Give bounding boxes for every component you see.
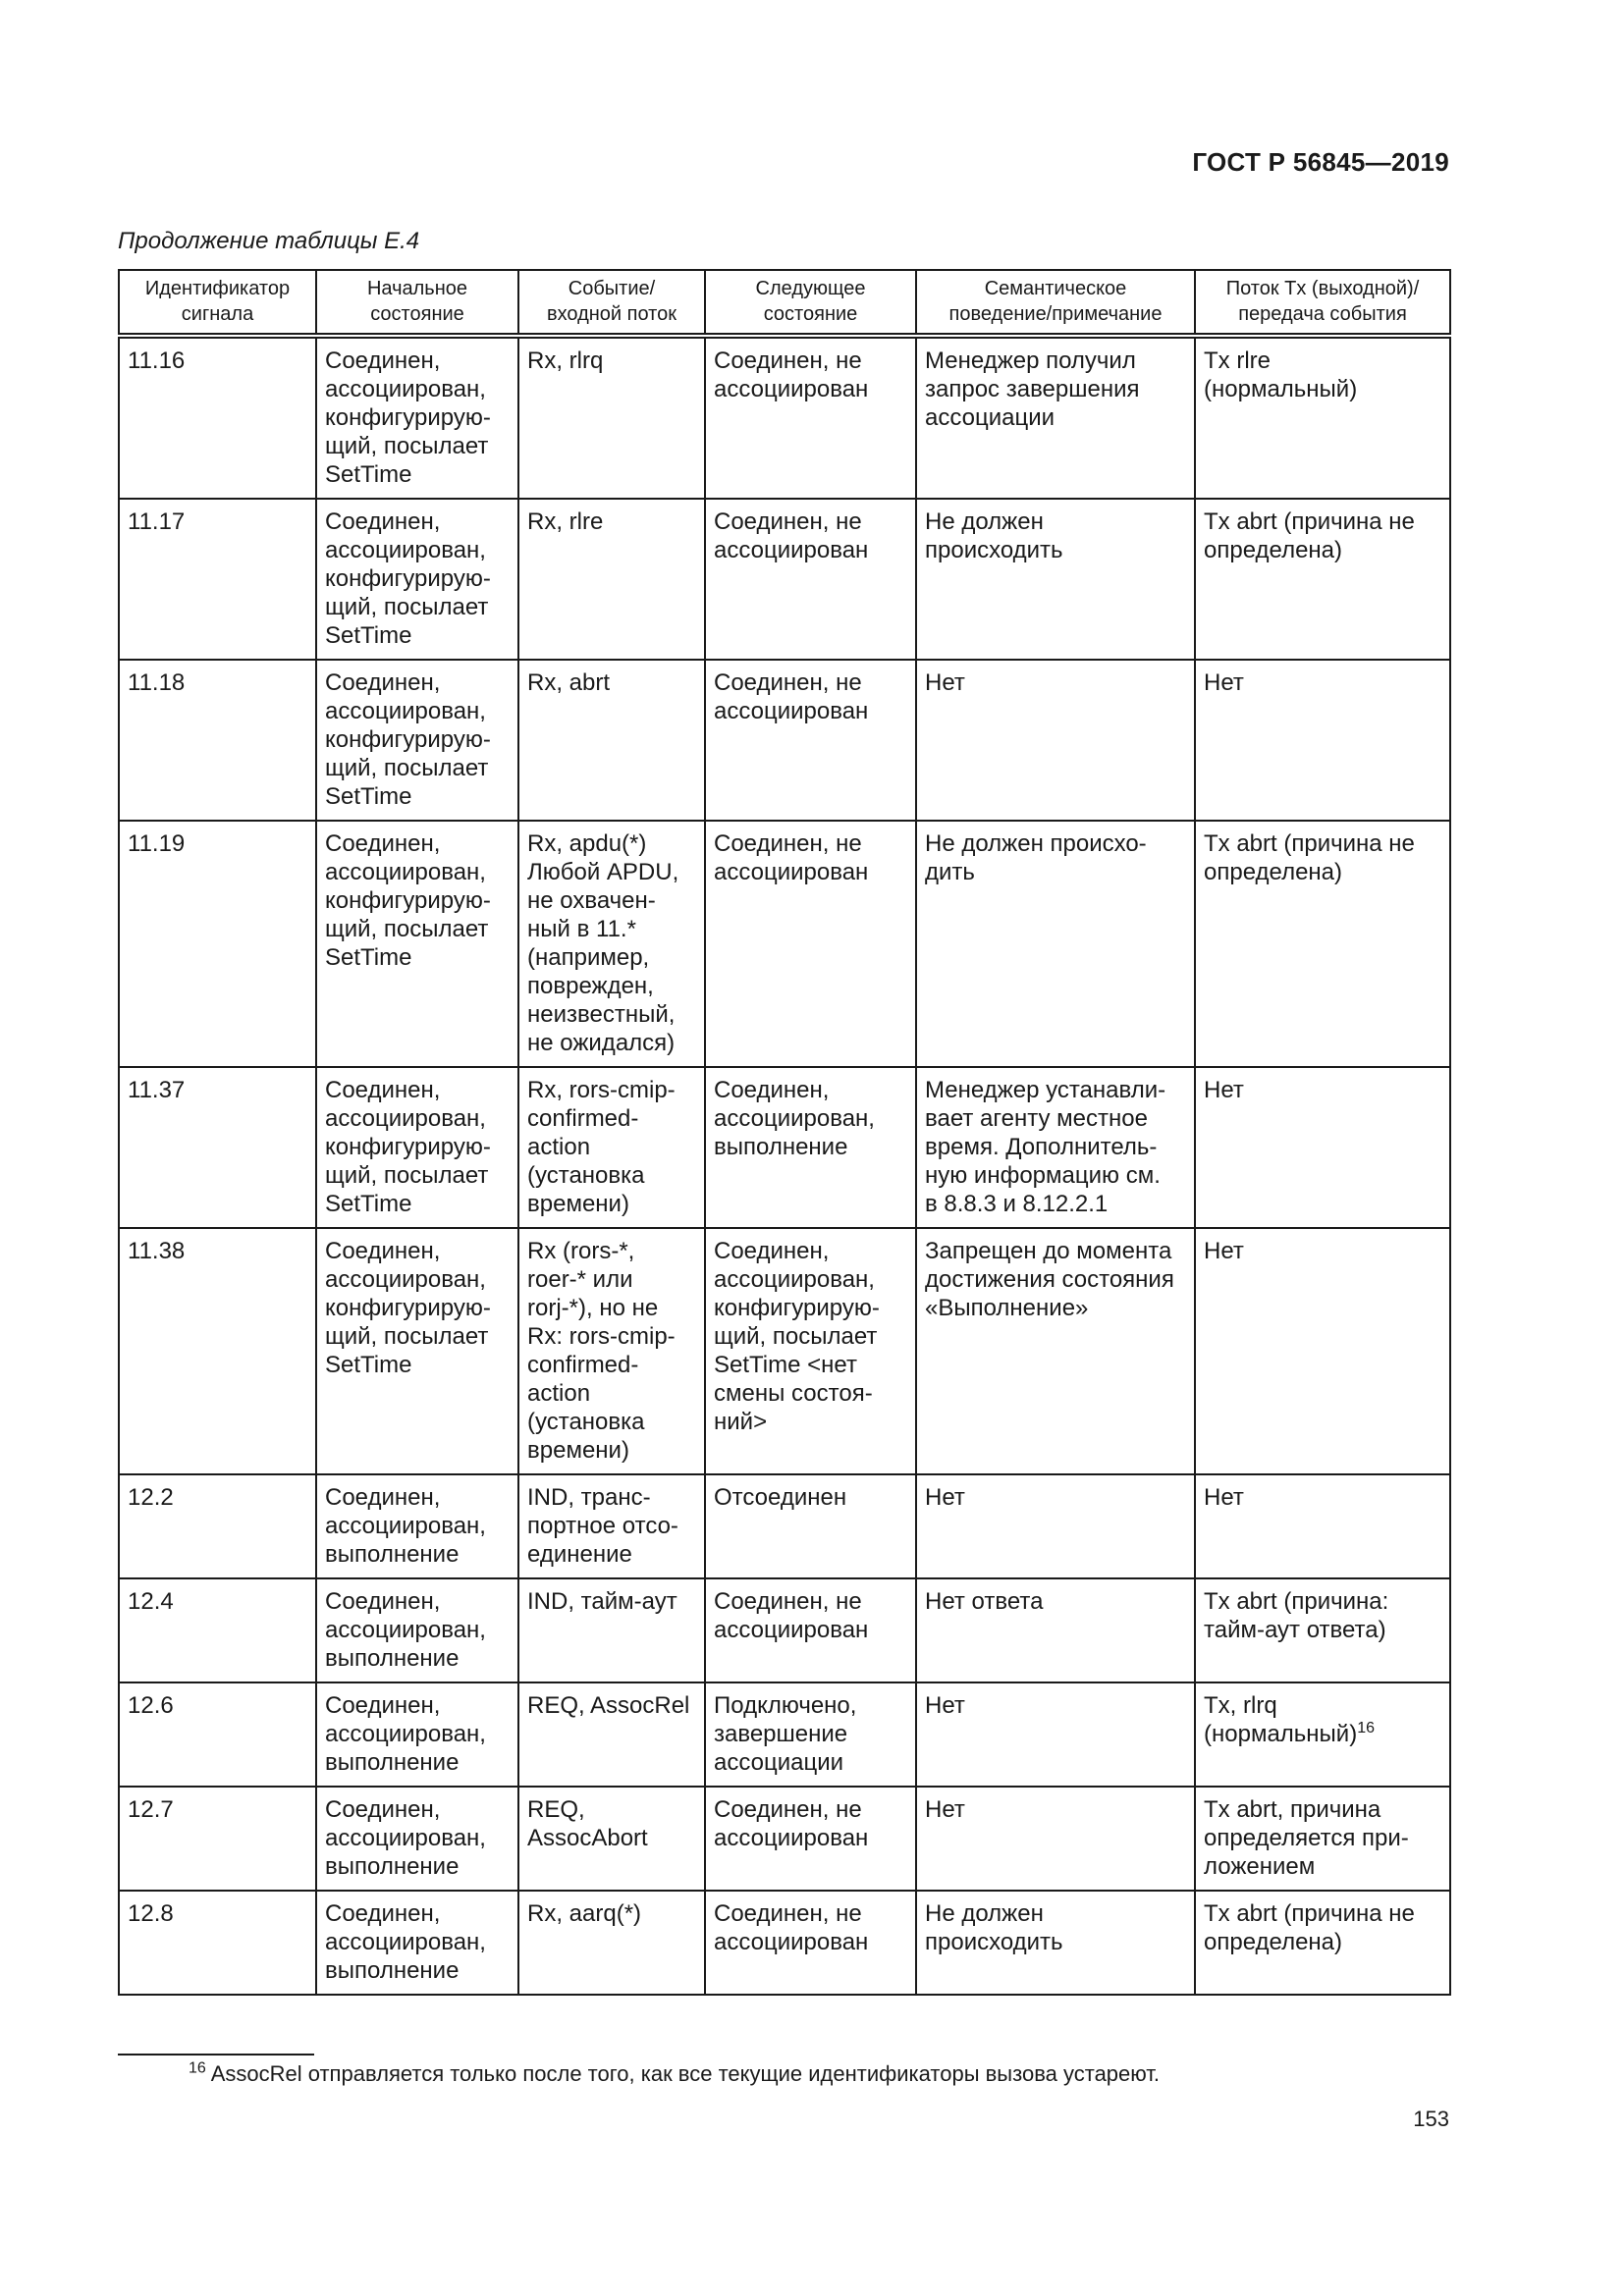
cell-signal-id	[119, 660, 316, 821]
cell-next-state	[705, 660, 916, 821]
cell-next-state-text: Соединен, не ассоциирован	[714, 830, 869, 885]
cell-tx-content	[1204, 1076, 1441, 1104]
cell-signal-id	[119, 1474, 316, 1578]
table-row	[119, 336, 1450, 499]
cell-initial-state	[316, 1578, 518, 1682]
table-row	[119, 1228, 1450, 1474]
cell-next-state	[705, 1787, 916, 1891]
cell-next-state-text: Соединен, ассоциирован, конфигурирую- щий, посылает SetTime <нет смены состоя- ний>	[714, 1238, 880, 1435]
cell-initial-state	[316, 1891, 518, 1995]
cell-signal-id-text: 12.8	[128, 1900, 174, 1927]
cell-semantics-text: Запрещен до момента достижения состояния «Выполнение»	[925, 1238, 1174, 1321]
cell-initial-state-text: Соединен, ассоциирован, выполнение	[325, 1796, 486, 1880]
cell-initial-state-text: Соединен, ассоциирован, конфигурирую- щий, посылает SetTime	[325, 508, 491, 649]
cell-tx-content	[1204, 347, 1441, 403]
cell-event	[518, 1578, 705, 1682]
cell-semantics	[916, 660, 1195, 821]
cell-initial-state-text: Соединен, ассоциирован, выполнение	[325, 1900, 486, 1984]
footnote	[189, 2061, 1160, 2087]
column-header-tx: Поток Tx (выходной)/ передача события	[1195, 270, 1450, 336]
cell-next-state-text: Подключено, завершение ассоциации	[714, 1692, 857, 1776]
cell-next-state	[705, 1228, 916, 1474]
cell-signal-id	[119, 821, 316, 1067]
cell-signal-id	[119, 1787, 316, 1891]
cell-semantics	[916, 1578, 1195, 1682]
cell-tx	[1195, 1067, 1450, 1228]
table-row	[119, 1682, 1450, 1787]
cell-tx	[1195, 1891, 1450, 1995]
cell-tx	[1195, 499, 1450, 660]
cell-tx-text: Tx abrt, причина определяется при- ложением	[1204, 1796, 1409, 1880]
cell-initial-state-text: Соединен, ассоциирован, конфигурирую- щий, посылает SetTime	[325, 347, 491, 488]
cell-signal-id	[119, 1067, 316, 1228]
cell-initial-state	[316, 1682, 518, 1787]
cell-signal-id	[119, 1891, 316, 1995]
cell-next-state-text: Соединен, не ассоциирован	[714, 1796, 869, 1851]
cell-tx-content	[1204, 1691, 1441, 1748]
cell-tx	[1195, 1228, 1450, 1474]
cell-tx-text: Нет	[1204, 1077, 1244, 1103]
cell-tx-text: Нет	[1204, 1238, 1244, 1264]
cell-event	[518, 1787, 705, 1891]
cell-next-state	[705, 1682, 916, 1787]
cell-signal-id-text: 11.17	[128, 508, 186, 535]
cell-tx-text: Tx, rlrq (нормальный)	[1204, 1692, 1358, 1747]
cell-tx-text: Нет	[1204, 669, 1244, 696]
cell-event	[518, 1682, 705, 1787]
cell-event-text: Rx, rlre	[527, 508, 604, 535]
cell-signal-id-text: 12.6	[128, 1692, 174, 1719]
cell-semantics-text: Не должен происходить	[925, 1900, 1063, 1955]
cell-signal-id	[119, 336, 316, 499]
cell-next-state	[705, 499, 916, 660]
table-row	[119, 1578, 1450, 1682]
cell-next-state-text: Соединен, не ассоциирован	[714, 1588, 869, 1643]
cell-tx-content	[1204, 1237, 1441, 1265]
cell-tx-content	[1204, 1483, 1441, 1512]
cell-next-state-text: Соединен, не ассоциирован	[714, 1900, 869, 1955]
cell-signal-id-text: 12.4	[128, 1588, 174, 1615]
page-number: 153	[1413, 2107, 1449, 2131]
table-row	[119, 1474, 1450, 1578]
cell-tx	[1195, 821, 1450, 1067]
footnote-mark: 16	[189, 2059, 206, 2077]
cell-initial-state-text: Соединен, ассоциирован, выполнение	[325, 1692, 486, 1776]
cell-signal-id-text: 12.7	[128, 1796, 174, 1823]
cell-initial-state	[316, 1067, 518, 1228]
cell-semantics	[916, 336, 1195, 499]
cell-next-state-text: Соединен, не ассоциирован	[714, 347, 869, 402]
cell-tx-content	[1204, 1899, 1441, 1956]
footnote-reference: 16	[1357, 1720, 1375, 1736]
cell-event	[518, 821, 705, 1067]
cell-semantics	[916, 499, 1195, 660]
cell-next-state	[705, 1891, 916, 1995]
column-header-semantics: Семантическое поведение/примечание	[916, 270, 1195, 336]
cell-initial-state	[316, 821, 518, 1067]
cell-event	[518, 1067, 705, 1228]
column-header-next-state: Следующее состояние	[705, 270, 916, 336]
cell-signal-id	[119, 499, 316, 660]
cell-next-state	[705, 1474, 916, 1578]
cell-tx	[1195, 1787, 1450, 1891]
cell-tx-content	[1204, 668, 1441, 697]
column-header-event: Событие/ входной поток	[518, 270, 705, 336]
cell-event-text: REQ, AssocRel	[527, 1692, 690, 1719]
cell-next-state-text: Соединен, не ассоциирован	[714, 669, 869, 724]
cell-signal-id-text: 12.2	[128, 1484, 174, 1511]
cell-event	[518, 499, 705, 660]
cell-signal-id	[119, 1228, 316, 1474]
table-row	[119, 1787, 1450, 1891]
cell-event-text: Rx, rlrq	[527, 347, 604, 374]
cell-event-text: Rx, abrt	[527, 669, 611, 696]
cell-semantics-text: Не должен происхо- дить	[925, 830, 1147, 885]
cell-semantics	[916, 1067, 1195, 1228]
table-row	[119, 499, 1450, 660]
cell-event	[518, 1891, 705, 1995]
cell-tx-text: Tx abrt (причина: тайм-аут ответа)	[1204, 1588, 1389, 1643]
cell-next-state	[705, 336, 916, 499]
cell-event	[518, 660, 705, 821]
cell-tx-text: Tx rlre (нормальный)	[1204, 347, 1358, 402]
cell-event	[518, 1228, 705, 1474]
cell-initial-state-text: Соединен, ассоциирован, конфигурирую- щий, посылает SetTime	[325, 669, 491, 810]
cell-semantics-text: Менеджер получил запрос завершения ассоциации	[925, 347, 1140, 431]
cell-event-text: Rx, apdu(*) Любой APDU, не охвачен- ный в 11.* (например, поврежден, неизвестный, не ожидался)	[527, 830, 679, 1056]
cell-signal-id-text: 11.37	[128, 1077, 186, 1103]
cell-signal-id-text: 11.38	[128, 1238, 186, 1264]
cell-semantics	[916, 1228, 1195, 1474]
cell-tx	[1195, 660, 1450, 821]
cell-tx-text: Tx abrt (причина не определена)	[1204, 830, 1415, 885]
cell-semantics	[916, 1682, 1195, 1787]
table-row	[119, 1891, 1450, 1995]
cell-semantics-text: Нет	[925, 1692, 965, 1719]
state-table	[118, 269, 1451, 1996]
cell-semantics-text: Нет	[925, 1484, 965, 1511]
cell-event-text: IND, транс- портное отсо- единение	[527, 1484, 678, 1568]
cell-initial-state-text: Соединен, ассоциирован, конфигурирую- щий, посылает SetTime	[325, 1238, 491, 1378]
cell-semantics-text: Нет ответа	[925, 1588, 1044, 1615]
table-header-row	[119, 270, 1450, 336]
cell-semantics	[916, 1787, 1195, 1891]
table-caption: Продолжение таблицы Е.4	[118, 228, 420, 254]
cell-signal-id	[119, 1578, 316, 1682]
cell-next-state	[705, 1578, 916, 1682]
cell-semantics-text: Нет	[925, 1796, 965, 1823]
cell-semantics-text: Менеджер устанавли- вает агенту местное время. Дополнитель- ную информацию см. в 8.8.3 и 8.12.2.1	[925, 1077, 1166, 1217]
cell-initial-state	[316, 1474, 518, 1578]
cell-initial-state	[316, 660, 518, 821]
cell-semantics	[916, 1891, 1195, 1995]
cell-initial-state-text: Соединен, ассоциирован, выполнение	[325, 1484, 486, 1568]
cell-event-text: Rx, rors-cmip- confirmed- action (установка времени)	[527, 1077, 676, 1217]
cell-initial-state	[316, 499, 518, 660]
cell-signal-id-text: 11.18	[128, 669, 186, 696]
cell-event	[518, 1474, 705, 1578]
cell-tx-text: Tx abrt (причина не определена)	[1204, 1900, 1415, 1955]
cell-next-state	[705, 821, 916, 1067]
cell-event	[518, 336, 705, 499]
cell-tx	[1195, 1578, 1450, 1682]
cell-event-text: IND, тайм-аут	[527, 1588, 677, 1615]
footnote-text: AssocRel отправляется только после того, как все текущие идентификаторы вызова устареют.	[205, 2061, 1161, 2086]
cell-next-state-text: Отсоединен	[714, 1484, 847, 1511]
cell-tx-content	[1204, 829, 1441, 886]
cell-event-text: REQ, AssocAbort	[527, 1796, 648, 1851]
cell-semantics	[916, 1474, 1195, 1578]
table-row	[119, 660, 1450, 821]
cell-tx-content	[1204, 507, 1441, 564]
footnote-divider	[118, 2054, 314, 2056]
cell-signal-id	[119, 1682, 316, 1787]
document-code: ГОСТ Р 56845—2019	[1192, 147, 1449, 177]
cell-next-state-text: Соединен, ассоциирован, выполнение	[714, 1077, 875, 1160]
cell-initial-state	[316, 336, 518, 499]
cell-initial-state-text: Соединен, ассоциирован, конфигурирую- щий, посылает SetTime	[325, 830, 491, 971]
cell-tx	[1195, 336, 1450, 499]
cell-semantics-text: Не должен происходить	[925, 508, 1063, 563]
cell-event-text: Rx, aarq(*)	[527, 1900, 642, 1927]
cell-initial-state-text: Соединен, ассоциирован, конфигурирую- щий, посылает SetTime	[325, 1077, 491, 1217]
cell-event-text: Rx (rors-*, roer-* или rorj-*), но не Rx: rors-cmip- confirmed- action (установка времени)	[527, 1238, 676, 1464]
cell-tx-text: Нет	[1204, 1484, 1244, 1511]
cell-next-state-text: Соединен, не ассоциирован	[714, 508, 869, 563]
cell-tx-content	[1204, 1795, 1441, 1881]
cell-tx-content	[1204, 1587, 1441, 1644]
table-row	[119, 1067, 1450, 1228]
cell-tx	[1195, 1682, 1450, 1787]
column-header-initial-state: Начальное состояние	[316, 270, 518, 336]
column-header-signal-id: Идентификатор сигнала	[119, 270, 316, 336]
cell-tx-text: Tx abrt (причина не определена)	[1204, 508, 1415, 563]
table-row	[119, 821, 1450, 1067]
cell-initial-state	[316, 1228, 518, 1474]
cell-tx	[1195, 1474, 1450, 1578]
cell-semantics	[916, 821, 1195, 1067]
cell-initial-state	[316, 1787, 518, 1891]
cell-semantics-text: Нет	[925, 669, 965, 696]
cell-signal-id-text: 11.16	[128, 347, 186, 374]
cell-next-state	[705, 1067, 916, 1228]
cell-signal-id-text: 11.19	[128, 830, 186, 857]
cell-initial-state-text: Соединен, ассоциирован, выполнение	[325, 1588, 486, 1672]
